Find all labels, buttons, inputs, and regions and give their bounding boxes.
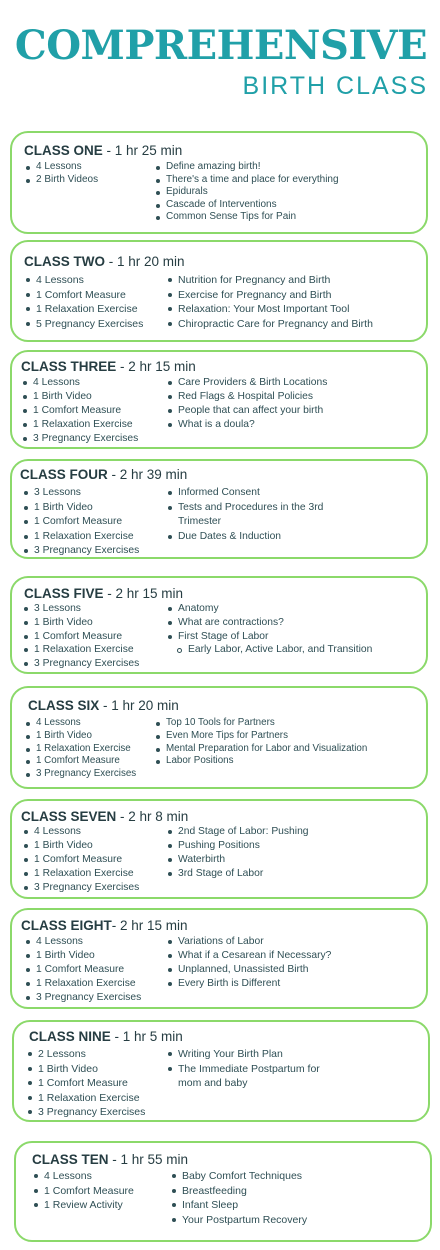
class-duration: - 2 hr 15 min — [111, 918, 188, 933]
class-card — [10, 131, 428, 234]
class-summary-list — [24, 935, 141, 1005]
class-topics-list — [166, 825, 309, 881]
list-item: 4 Lessons — [24, 161, 98, 174]
list-item: 3 Lessons — [22, 602, 139, 616]
class-topics-list — [166, 1047, 320, 1091]
class-card — [12, 1020, 430, 1122]
class-summary-list — [22, 602, 139, 671]
list-item: 4 Lessons — [24, 273, 143, 288]
class-name: CLASS NINE — [29, 1029, 111, 1044]
list-item: 1 Comfort Measure — [24, 755, 136, 768]
class-title — [21, 918, 188, 934]
list-item: Red Flags & Hospital Policies — [166, 390, 327, 404]
list-item: Exercise for Pregnancy and Birth — [166, 288, 373, 303]
class-card — [10, 459, 428, 559]
class-name: CLASS THREE — [21, 359, 117, 374]
list-item: 1 Comfort Measure — [24, 963, 141, 977]
list-item: Informed Consent — [166, 486, 323, 501]
class-topics-list — [154, 161, 339, 224]
class-duration: - 1 hr 20 min — [105, 254, 185, 269]
class-name: CLASS SEVEN — [21, 809, 117, 824]
list-item: 4 Lessons — [22, 825, 139, 839]
list-item: Pushing Positions — [166, 839, 309, 853]
list-item: 1 Relaxation Exercise — [24, 977, 141, 991]
list-item: 3 Lessons — [22, 486, 139, 501]
class-duration: - 2 hr 15 min — [116, 359, 196, 374]
list-item: 1 Comfort Measure — [21, 404, 138, 418]
list-item: Trimester — [178, 516, 222, 527]
class-topics-list — [166, 376, 327, 432]
class-name: CLASS TWO — [24, 254, 105, 269]
class-topics-list — [166, 273, 373, 331]
list-item: 1 Relaxation Exercise — [22, 530, 139, 545]
list-item: People that can affect your birth — [166, 404, 327, 418]
class-duration: - 2 hr 39 min — [107, 467, 188, 482]
list-item: 1 Birth Video — [21, 390, 138, 404]
list-item: Due Dates & Induction — [166, 530, 323, 545]
class-title — [32, 1152, 188, 1168]
class-name: CLASS FOUR — [20, 467, 108, 482]
list-item: 1 Comfort Measure — [24, 288, 143, 303]
list-item: 3 Pregnancy Exercises — [22, 881, 139, 895]
list-item: Breastfeeding — [170, 1184, 307, 1199]
page-title: COMPREHENSIVE — [14, 22, 428, 69]
list-item: What is a doula? — [166, 418, 327, 432]
list-item: Waterbirth — [166, 853, 309, 867]
class-title — [20, 467, 187, 483]
class-summary-list — [24, 717, 136, 781]
class-duration: - 2 hr 15 min — [103, 586, 184, 601]
class-topics-list — [166, 935, 331, 991]
class-card — [10, 799, 428, 899]
class-title — [28, 698, 179, 714]
list-item: 1 Relaxation Exercise — [24, 743, 136, 756]
class-card — [10, 576, 428, 674]
class-title — [29, 1029, 183, 1045]
class-card — [10, 686, 428, 789]
list-item: 4 Lessons — [32, 1169, 134, 1184]
list-item: 2 Birth Videos — [24, 174, 98, 187]
list-item: 1 Birth Video — [24, 730, 136, 743]
class-summary-list — [24, 273, 143, 331]
class-summary-list — [26, 1047, 145, 1120]
list-item: 1 Birth Video — [26, 1062, 145, 1077]
class-summary-list — [24, 161, 98, 186]
list-item: What if a Cesarean if Necessary? — [166, 949, 331, 963]
list-item: Care Providers & Birth Locations — [166, 376, 327, 390]
list-item: 1 Birth Video — [22, 616, 139, 630]
list-item: 3rd Stage of Labor — [166, 867, 309, 881]
class-topics-list — [154, 717, 367, 768]
list-item: 1 Comfort Measure — [32, 1184, 134, 1199]
list-item: 1 Relaxation Exercise — [21, 418, 138, 432]
list-item: 1 Comfort Measure — [22, 853, 139, 867]
class-title — [21, 359, 196, 375]
list-item: 1 Comfort Measure — [22, 630, 139, 644]
list-item: 1 Review Activity — [32, 1198, 134, 1213]
class-topics-list — [170, 1169, 307, 1227]
list-item: Mental Preparation for Labor and Visualization — [154, 743, 367, 756]
list-item: Anatomy — [166, 602, 372, 616]
list-item: 3 Pregnancy Exercises — [24, 768, 136, 781]
list-item: Cascade of Interventions — [154, 199, 339, 212]
class-summary-list — [22, 486, 139, 559]
list-item: Common Sense Tips for Pain — [154, 211, 339, 224]
list-item: 4 Lessons — [24, 935, 141, 949]
list-item: 1 Relaxation Exercise — [22, 867, 139, 881]
class-summary-list — [21, 376, 138, 446]
list-item: Writing Your Birth Plan — [166, 1047, 320, 1062]
class-summary-list — [22, 825, 139, 895]
list-item: Relaxation: Your Most Important Tool — [166, 302, 373, 317]
list-item: There's a time and place for everything — [154, 174, 339, 187]
list-item: 4 Lessons — [21, 376, 138, 390]
list-item: Top 10 Tools for Partners — [154, 717, 367, 730]
class-duration: - 1 hr 20 min — [99, 698, 179, 713]
list-item: 1 Relaxation Exercise — [22, 643, 139, 657]
class-name: CLASS FIVE — [24, 586, 104, 601]
class-name: CLASS ONE — [24, 143, 103, 158]
class-duration: - 1 hr 55 min — [108, 1152, 189, 1167]
list-item: Variations of Labor — [166, 935, 331, 949]
list-item: 1 Birth Video — [24, 949, 141, 963]
sub-list-item: Early Labor, Active Labor, and Transition — [166, 643, 372, 657]
class-title — [24, 254, 185, 270]
class-summary-list — [32, 1169, 134, 1213]
list-item: 3 Pregnancy Exercises — [22, 657, 139, 671]
class-name: CLASS EIGHT — [21, 918, 112, 933]
class-title — [24, 586, 183, 602]
list-item: What are contractions? — [166, 616, 372, 630]
list-item: 1 Birth Video — [22, 501, 139, 516]
class-duration: - 1 hr 5 min — [110, 1029, 183, 1044]
list-item: 2nd Stage of Labor: Pushing — [166, 825, 309, 839]
list-item: 1 Birth Video — [22, 839, 139, 853]
list-item: Labor Positions — [154, 755, 367, 768]
list-item: Every Birth is Different — [166, 977, 331, 991]
class-card — [10, 908, 428, 1009]
class-name: CLASS TEN — [32, 1152, 109, 1167]
list-item: 3 Pregnancy Exercises — [22, 544, 139, 559]
list-item: Define amazing birth! — [154, 161, 339, 174]
list-item: 4 Lessons — [24, 717, 136, 730]
list-item: 1 Comfort Measure — [26, 1076, 145, 1091]
list-item: 2 Lessons — [26, 1047, 145, 1062]
class-topics-list — [166, 486, 323, 544]
list-item: Unplanned, Unassisted Birth — [166, 963, 331, 977]
list-item: Infant Sleep — [170, 1198, 307, 1213]
list-item: Tests and Procedures in the 3rd — [166, 501, 323, 516]
list-item: Epidurals — [154, 186, 339, 199]
list-item: Your Postpartum Recovery — [170, 1213, 307, 1228]
list-item: mom and baby — [178, 1077, 248, 1089]
list-item: The Immediate Postpartum for — [166, 1062, 320, 1077]
class-name: CLASS SIX — [28, 698, 100, 713]
list-item: Nutrition for Pregnancy and Birth — [166, 273, 373, 288]
class-topics-list — [166, 602, 372, 657]
class-card — [10, 240, 428, 342]
list-item: 1 Relaxation Exercise — [26, 1091, 145, 1106]
class-title — [24, 143, 182, 159]
class-duration: - 1 hr 25 min — [102, 143, 183, 158]
class-title — [21, 809, 188, 825]
list-item: First Stage of Labor — [166, 630, 372, 644]
list-item: 1 Relaxation Exercise — [24, 302, 143, 317]
list-item: 3 Pregnancy Exercises — [26, 1105, 145, 1120]
class-card — [10, 350, 428, 449]
page-subtitle: BIRTH CLASS — [242, 72, 428, 100]
list-item: Baby Comfort Techniques — [170, 1169, 307, 1184]
class-duration: - 2 hr 8 min — [116, 809, 189, 824]
list-item: Chiropractic Care for Pregnancy and Birth — [166, 317, 373, 332]
list-item: 3 Pregnancy Exercises — [21, 432, 138, 446]
list-item: Even More Tips for Partners — [154, 730, 367, 743]
list-item: 5 Pregnancy Exercises — [24, 317, 143, 332]
class-card — [14, 1141, 432, 1242]
list-item: 1 Comfort Measure — [22, 515, 139, 530]
list-item: 3 Pregnancy Exercises — [24, 991, 141, 1005]
